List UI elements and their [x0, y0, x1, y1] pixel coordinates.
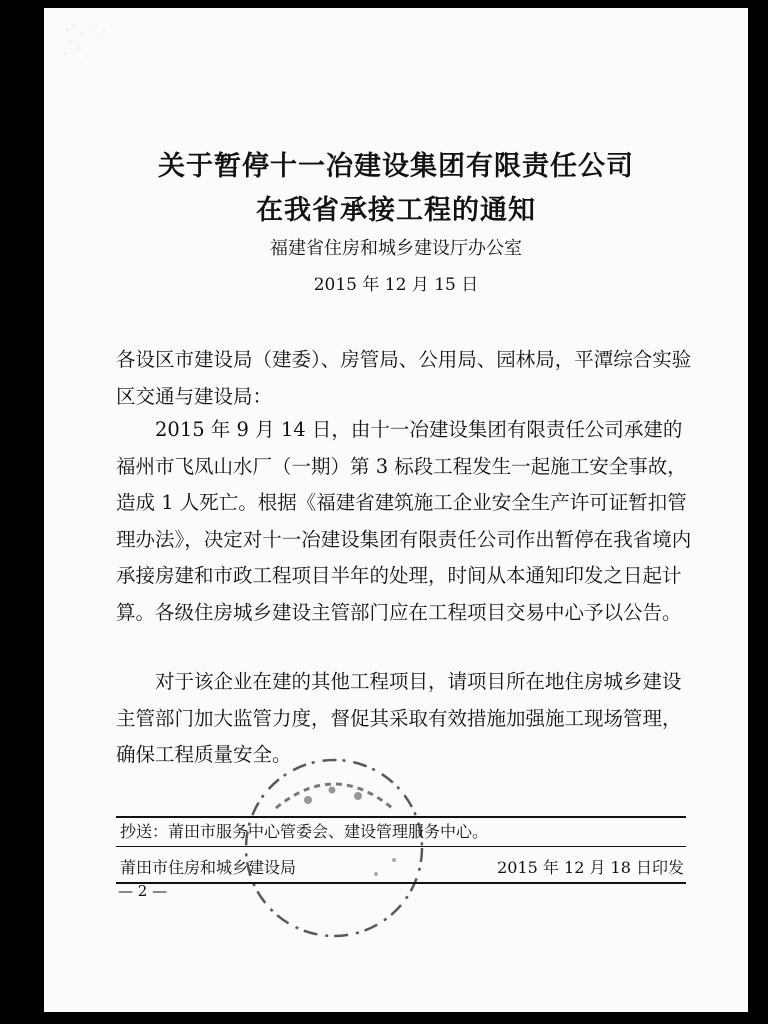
salutation: 各设区市建设局（建委）、房管局、公用局、园林局，平潭综合实验区交通与建设局：	[116, 348, 692, 408]
document-page	[44, 8, 748, 1012]
footer-rule-bottom	[116, 882, 686, 884]
body-paragraph-2: 对于该企业在建的其他工程项目，请项目所在地住房城乡建设主管部门加大监管力度，督促其采取有效措施加强施工现场管理，确保工程质量安全。	[116, 670, 682, 766]
document-title-line-1: 关于暂停十一冶建设集团有限责任公司	[158, 151, 634, 182]
body-paragraph-1: 2015 年 9 月 14 日，由十一冶建设集团有限责任公司承建的福州市飞凤山水厂（一期）第 3 标段工程发生一起施工安全事故，造成 1 人死亡。根据《福建省建筑施工企业安全生产许可证暂扣管理办法》，决定对十一冶建设集团有限责任公司作出暂停在我省境内承接房建和市政工程项目半年的处理，时间从本通知印发之日起计算。各级住房城乡建设主管部门应在工程项目交易中心予以公告。	[116, 418, 692, 624]
scan-border-left	[0, 0, 44, 1024]
scan-border-top	[0, 0, 768, 8]
cc-line: 抄送：莆田市服务中心管委会、建设管理服务中心。	[120, 822, 489, 841]
footer-issuer: 莆田市住房和城乡建设局	[120, 858, 297, 877]
footer-rule-top	[116, 816, 686, 818]
issuing-office: 福建省住房和城乡建设厅办公室	[270, 238, 522, 259]
official-seal	[236, 750, 432, 946]
document-title-line-2: 在我省承接工程的通知	[256, 195, 536, 226]
issue-date: 2015 年 12 月 18 日印发	[497, 858, 684, 877]
scan-border-bottom	[0, 1012, 768, 1024]
document-date: 2015 年 12 月 15 日	[313, 275, 479, 295]
footer-rule-middle	[116, 846, 686, 847]
page-number: — 2 —	[118, 882, 168, 900]
scan-border-right	[748, 0, 768, 1024]
scan-noise	[62, 22, 122, 72]
